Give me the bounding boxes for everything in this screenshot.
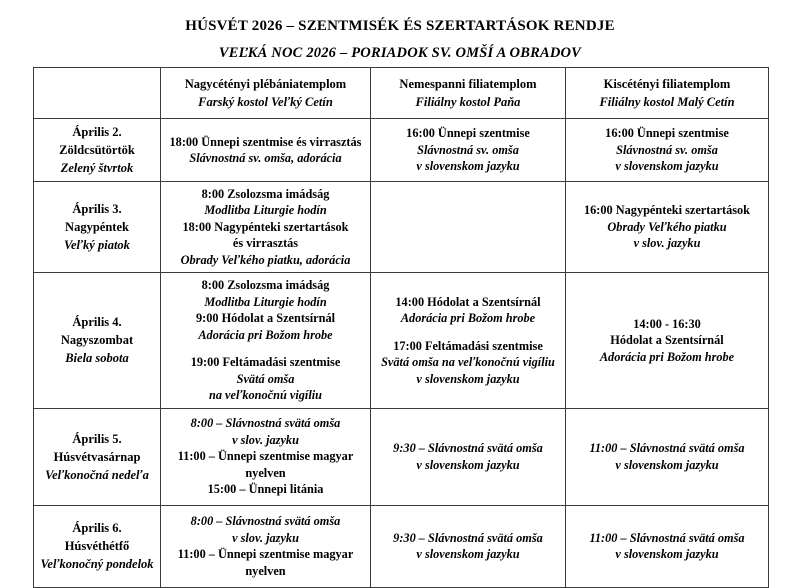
schedule-lines: [166, 513, 365, 579]
schedule-cell: [371, 408, 566, 505]
day-name-sk: Zelený štvrtok: [60, 161, 134, 175]
schedule-line-hu: nyelven: [245, 563, 286, 578]
table-body: [34, 119, 769, 588]
schedule-line-hu: 8:00 Zsolozsma imádság: [201, 278, 330, 293]
schedule-line-sk: Svätá omša na veľkonočnú vigíliu: [381, 355, 555, 370]
schedule-lines: [376, 125, 560, 174]
schedule-cell: [161, 119, 371, 182]
schedule-line-sk: 8:00 – Slávnostná svätá omša: [190, 514, 341, 529]
schedule-line-sk: Svätá omša: [236, 371, 295, 386]
mass-schedule-table: [33, 67, 769, 588]
schedule-lines: [166, 415, 365, 497]
schedule-lines: [571, 530, 763, 563]
day-cell: [34, 119, 161, 182]
schedule-line-sk: Slávnostná sv. omša, adorácia: [189, 151, 342, 165]
table-row: [34, 408, 769, 505]
day-date: Április 5.: [72, 431, 122, 446]
schedule-lines: [571, 440, 763, 473]
schedule-lines: [571, 316, 763, 365]
schedule-line-hu: 18:00 Nagypénteki szertartások: [182, 219, 349, 234]
table-row: [34, 182, 769, 273]
header-cell-church-3: [566, 68, 769, 119]
table-row: [34, 505, 769, 587]
schedule-line-hu: 16:00 Nagypénteki szertartások: [584, 203, 750, 218]
day-name-hu: Húsvétvasárnap: [53, 449, 141, 464]
schedule-cell: [371, 273, 566, 408]
schedule-cell-empty: [371, 182, 566, 273]
header-church-2-hu: Nemespanni filiatemplom: [399, 77, 537, 91]
schedule-line-hu: 17:00 Feltámadási szentmise: [393, 338, 543, 353]
schedule-cell: [566, 119, 769, 182]
day-date: Április 6.: [72, 521, 122, 536]
schedule-line-sk: v slovenskom jazyku: [615, 547, 719, 562]
schedule-line-hu: 11:00 – Ünnepi szentmise magyar: [177, 547, 354, 562]
schedule-line-hu: 11:00 – Ünnepi szentmise magyar: [177, 449, 354, 464]
header-cell-church-1: [161, 68, 371, 119]
schedule-line-sk: v slov. jazyku: [232, 432, 299, 447]
schedule-line-hu: 18:00 Ünnepi szentmise és virrasztás: [169, 134, 362, 149]
document-titles: [0, 0, 800, 64]
schedule-lines: [166, 186, 365, 268]
schedule-cell: [161, 273, 371, 408]
schedule-cell: [566, 408, 769, 505]
day-name-sk: Veľký piatok: [64, 238, 130, 253]
schedule-line-hu: 14:00 Hódolat a Szentsírnál: [395, 294, 541, 309]
schedule-cell: [161, 182, 371, 273]
schedule-cell: [371, 505, 566, 587]
header-church-3-sk: Filiálny kostol Malý Cetín: [599, 95, 735, 109]
day-name-sk: Veľkonočný pondelok: [40, 557, 154, 572]
schedule-cell: [566, 182, 769, 273]
day-name-hu: Nagypéntek: [65, 220, 129, 235]
schedule-lines: [166, 277, 365, 403]
schedule-line-sk: v slovenskom jazyku: [615, 457, 719, 472]
schedule-line-sk: v slovenskom jazyku: [416, 371, 520, 386]
schedule-line-hu: Hódolat a Szentsírnál: [610, 333, 724, 348]
schedule-lines: [571, 202, 763, 251]
schedule-line-hu: 8:00 Zsolozsma imádság: [201, 187, 330, 201]
schedule-line-hu: és virrasztás: [232, 236, 299, 251]
day-name-hu: Zöldcsütörtök: [59, 143, 135, 157]
day-cell: [34, 505, 161, 587]
line-spacer: [376, 327, 560, 338]
day-name-sk: Veľkonočná nedeľa: [45, 467, 149, 482]
header-church-3-hu: Kiscétényi filiatemplom: [603, 77, 731, 91]
schedule-line-hu: 16:00 Ünnepi szentmise: [406, 126, 530, 141]
day-name-hu: Nagyszombat: [60, 333, 134, 348]
schedule-lines: [376, 530, 560, 563]
day-date: Április 2.: [72, 125, 122, 139]
header-church-2-sk: Filiálny kostol Paňa: [415, 95, 521, 109]
schedule-line-hu: 14:00 - 16:30: [633, 316, 701, 331]
table-header-row: [34, 68, 769, 119]
schedule-line-sk: v slovenskom jazyku: [416, 159, 520, 174]
table-row: [34, 273, 769, 408]
schedule-lines: [166, 134, 365, 167]
header-church-1-sk: Farský kostol Veľký Cetín: [198, 95, 333, 109]
schedule-cell: [371, 119, 566, 182]
day-cell: [34, 408, 161, 505]
schedule-line-hu: 19:00 Feltámadási szentmise: [190, 355, 341, 370]
schedule-line-sk: 8:00 – Slávnostná svätá omša: [190, 416, 341, 431]
schedule-line-sk: v slov. jazyku: [232, 530, 299, 545]
schedule-line-hu: 15:00 – Ünnepi litánia: [207, 482, 324, 497]
title-slovak: VEĽKÁ NOC 2026 – PORIADOK SV. OMŠÍ A OBRADOV: [218, 45, 582, 62]
schedule-line-sk: Modlitba Liturgie hodín: [204, 203, 327, 218]
schedule-cell: [566, 505, 769, 587]
title-hungarian: HÚSVÉT 2026 – SZENTMISÉK ÉS SZERTARTÁSOK RENDJE: [185, 18, 615, 34]
schedule-line-sk: 11:00 – Slávnostná svätá omša: [589, 441, 745, 456]
schedule-cell: [161, 505, 371, 587]
day-name-hu: Húsvéthétfő: [64, 539, 130, 554]
header-church-1-hu: Nagycétényi plébániatemplom: [184, 77, 347, 91]
schedule-cell: [161, 408, 371, 505]
schedule-line-sk: 9:30 – Slávnostná svätá omša: [393, 530, 543, 545]
day-cell: [34, 273, 161, 408]
schedule-line-hu: nyelven: [245, 465, 286, 480]
schedule-line-sk: Slávnostná sv. omša: [616, 142, 718, 157]
schedule-line-sk: Adorácia pri Božom hrobe: [198, 327, 333, 342]
schedule-line-sk: 11:00 – Slávnostná svätá omša: [589, 530, 745, 545]
day-date: Április 4.: [72, 315, 122, 330]
schedule-cell: [566, 273, 769, 408]
schedule-line-sk: Obrady Veľkého piatku, adorácia: [180, 252, 351, 267]
line-spacer: [166, 343, 365, 354]
schedule-lines: [376, 440, 560, 473]
schedule-line-sk: na veľkonočnú vigíliu: [209, 388, 322, 403]
schedule-line-sk: Obrady Veľkého piatku: [607, 219, 727, 234]
schedule-line-sk: v slovenskom jazyku: [615, 159, 719, 174]
schedule-line-sk: Modlitba Liturgie hodín: [204, 294, 327, 309]
schedule-line-sk: Adorácia pri Božom hrobe: [599, 349, 735, 364]
schedule-lines: [376, 294, 560, 387]
schedule-line-sk: v slovenskom jazyku: [416, 457, 520, 472]
header-cell-day: [34, 68, 161, 119]
schedule-line-sk: Slávnostná sv. omša: [417, 142, 519, 157]
schedule-line-sk: Adorácia pri Božom hrobe: [400, 311, 536, 326]
day-cell: [34, 182, 161, 273]
schedule-lines: [571, 125, 763, 174]
schedule-line-sk: v slov. jazyku: [633, 236, 701, 251]
day-name-sk: Biela sobota: [65, 351, 129, 366]
schedule-line-hu: 9:00 Hódolat a Szentsírnál: [195, 311, 336, 326]
schedule-line-sk: 9:30 – Slávnostná svätá omša: [393, 441, 543, 456]
header-cell-church-2: [371, 68, 566, 119]
table-header: [34, 68, 769, 119]
table-row: [34, 119, 769, 182]
schedule-line-hu: 16:00 Ünnepi szentmise: [605, 126, 729, 141]
day-date: Április 3.: [72, 202, 122, 217]
schedule-line-sk: v slovenskom jazyku: [416, 547, 520, 562]
